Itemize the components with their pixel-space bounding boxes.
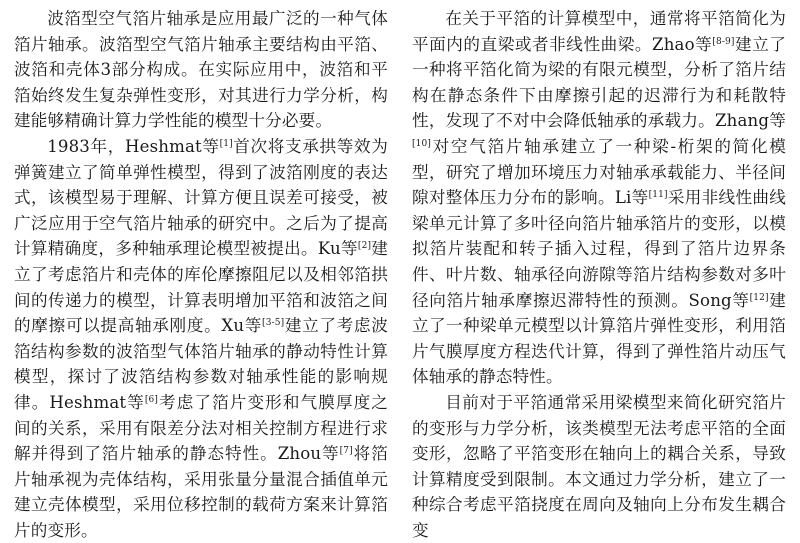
text-run: 建立了考虑波箔结构参数的波箔型气体箔片轴承的静动特性计算模型，探讨了波箔结构参数对轴承性能的影响规律。Heshmat等 xyxy=(14,316,388,412)
right-column xyxy=(412,6,787,540)
citation-ref: [1] xyxy=(219,138,233,149)
paragraph xyxy=(412,390,786,543)
text-run: 波箔型空气箔片轴承是应用最广泛的一种气体箔片轴承。波箔型空气箔片轴承主要结构由平箔、波箔和壳体3部分构成。在实际应用中，波箔和平箔始终发生复杂弹性变形，对其进行力学分析，构建能够精确计算力学性能的模型十分必要。 xyxy=(14,9,388,131)
text-run: 目前对于平箔通常采用梁模型来简化研究箔片的变形与力学分析，该类模型无法考虑平箔的全面变形，忽略了平箔变形在轴向上的耦合关系，导致计算精度受到限制。本文通过力学分析，建立了一种综合考虑平箔挠度在周向及轴向上分布发生耦合变 xyxy=(412,392,786,540)
text-run: 1983年，Heshmat等 xyxy=(47,136,220,156)
citation-ref: [2] xyxy=(357,241,372,252)
text-run: 建立了考虑箔片和壳体的库伦摩擦阻尼以及相邻箔拱间的传递力的模型，计算表明增加平箔和波箔之间的摩擦可以提高轴承刚度。Xu等 xyxy=(14,239,388,336)
citation-ref: [11] xyxy=(648,190,668,201)
text-run: 对空气箔片轴承建立了一种梁-桁架的简化模型，研究了增加环境压力对轴承承载能力、半径间隙对整体压力分布的影响。Li等 xyxy=(412,136,786,208)
paragraph xyxy=(14,6,388,134)
paragraph xyxy=(412,6,786,390)
text-run: 首次将支承拱等效为弹簧建立了简单弹性模型，得到了波箔刚度的表达式，该模型易于理解、计算方便且误差可接受，被广泛应用于空气箔片轴承的研究中。之后为了提高计算精确度，多种轴承理论模型被提出。Ku等 xyxy=(14,136,388,259)
left-column xyxy=(14,6,389,540)
text-run: 在关于平箔的计算模型中，通常将平箔简化为平面内的直梁或者非线性曲梁。Zhao等 xyxy=(412,9,786,54)
citation-ref: [6] xyxy=(144,394,159,405)
text-run: 考虑了箔片变形和气膜厚度之间的关系，采用有限差分法对相关控制方程进行求解并得到了箔片轴承的静态特性。Zhou等 xyxy=(14,392,389,464)
text-run: 将箔片轴承视为壳体结构，采用张量分量混合插值单元建立壳体模型，采用位移控制的载荷方案来计算箔片的变形。 xyxy=(14,444,388,540)
citation-ref: [12] xyxy=(749,292,769,303)
text-run: 采用非线性曲线梁单元计算了多叶径向箔片轴承箔片的变形，以模拟箔片装配和转子插入过程，得到了箔片边界条件、叶片数、轴承径向游隙等箔片结构参数对多叶径向箔片轴承摩擦迟滞特性的预测。Song等 xyxy=(412,188,786,310)
citation-ref: [3-5] xyxy=(262,318,285,329)
citation-ref: [7] xyxy=(339,446,353,457)
citation-ref: [8-9] xyxy=(712,36,735,47)
paragraph xyxy=(14,134,388,543)
text-run: 建立了一种将平箔化简为梁的有限元模型，分析了箔片结构在静态条件下由摩擦引起的迟滞行为和耗散特性，发现了不对中会降低轴承的承载力。Zhang等 xyxy=(412,34,787,131)
citation-ref: [10] xyxy=(412,138,432,149)
text-run: 建立了一种梁单元模型以计算箔片弹性变形，利用箔片气膜厚度方程迭代计算，得到了弹性箔片动压气体轴承的静态特性。 xyxy=(412,290,786,387)
